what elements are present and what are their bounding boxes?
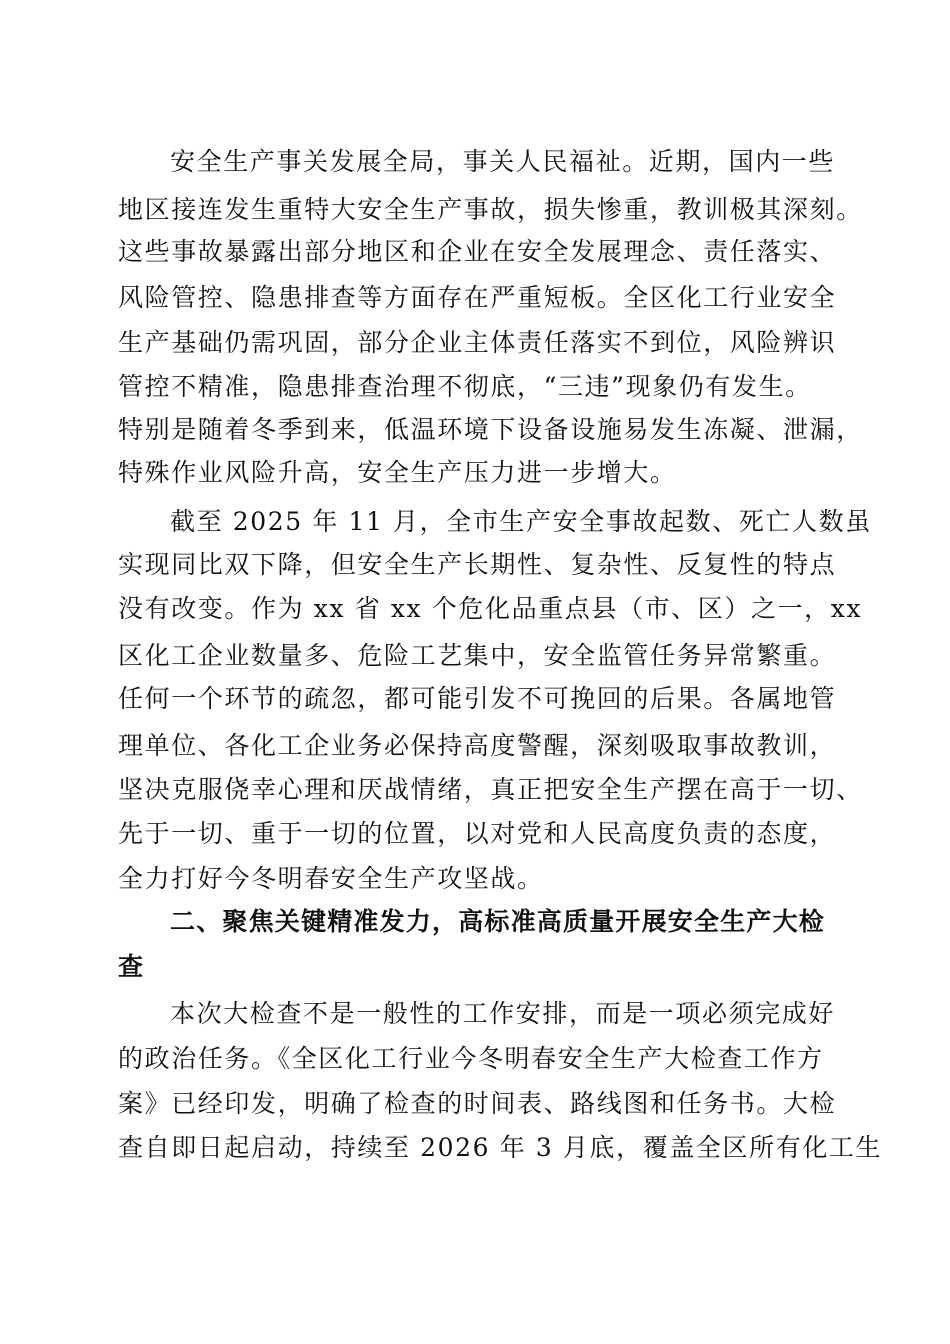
paragraph-3-line-2: 的政治任务。《全区化工行业今冬明春安全生产大检查工作方: [118, 1044, 824, 1073]
paragraph-1-line-2: 地区接连发生重特大安全生产事故，损失惨重，教训极其深刻。: [118, 195, 863, 224]
paragraph-1-line-1: 安全生产事关发展全局，事关人民福祉。近期，国内一些: [170, 147, 836, 176]
paragraph-2-line-1: 截至 2025 年 11 月，全市生产安全事故起数、死亡人数虽: [170, 507, 872, 536]
paragraph-1-line-8: 特殊作业风险升高，安全生产压力进一步增大。: [118, 458, 677, 487]
paragraph-1-line-4: 风险管控、隐患排查等方面存在严重短板。全区化工行业安全: [118, 283, 837, 312]
paragraph-2-line-2: 实现同比双下降，但安全生产长期性、复杂性、反复性的特点: [118, 550, 837, 579]
paragraph-1-line-7: 特别是随着冬季到来，低温环境下设备设施易发生冻凝、泄漏，: [118, 415, 863, 444]
paragraph-2-line-8: 先于一切、重于一切的位置，以对党和人民高度负责的态度，: [118, 819, 837, 848]
paragraph-1-line-3: 这些事故暴露出部分地区和企业在安全发展理念、责任落实、: [118, 237, 837, 266]
paragraph-2-line-5: 任何一个环节的疏忽，都可能引发不可挽回的后果。各属地管: [118, 684, 837, 713]
paragraph-2-line-4: 区化工企业数量多、危险工艺集中，安全监管任务异常繁重。: [118, 641, 837, 670]
paragraph-2-line-6: 理单位、各化工企业务必保持高度警醒，深刻吸取事故教训，: [118, 731, 837, 760]
paragraph-3-line-1: 本次大检查不是一般性的工作安排，而是一项必须完成好: [170, 999, 836, 1028]
section-heading-line-2: 查: [118, 952, 145, 981]
paragraph-2-line-7: 坚决克服侥幸心理和厌战情绪，真正把安全生产摆在高于一切、: [118, 775, 863, 804]
paragraph-3-line-4: 查自即日起启动，持续至 2026 年 3 月底，覆盖全区所有化工生: [118, 1133, 883, 1162]
paragraph-2-line-9: 全力打好今冬明春安全生产攻坚战。: [118, 864, 544, 893]
section-heading-line-1: 二、聚焦关键精准发力，高标准高质量开展安全生产大检: [170, 907, 826, 936]
paragraph-3-line-3: 案》已经印发，明确了检查的时间表、路线图和任务书。大检: [118, 1089, 837, 1118]
paragraph-2-line-3: 没有改变。作为 xx 省 xx 个危化品重点县（市、区）之一，xx: [118, 594, 863, 623]
paragraph-1-line-5: 生产基础仍需巩固，部分企业主体责任落实不到位，风险辨识: [118, 328, 837, 357]
paragraph-1-line-6: 管控不精准，隐患排查治理不彻底，“三违”现象仍有发生。: [118, 372, 812, 401]
